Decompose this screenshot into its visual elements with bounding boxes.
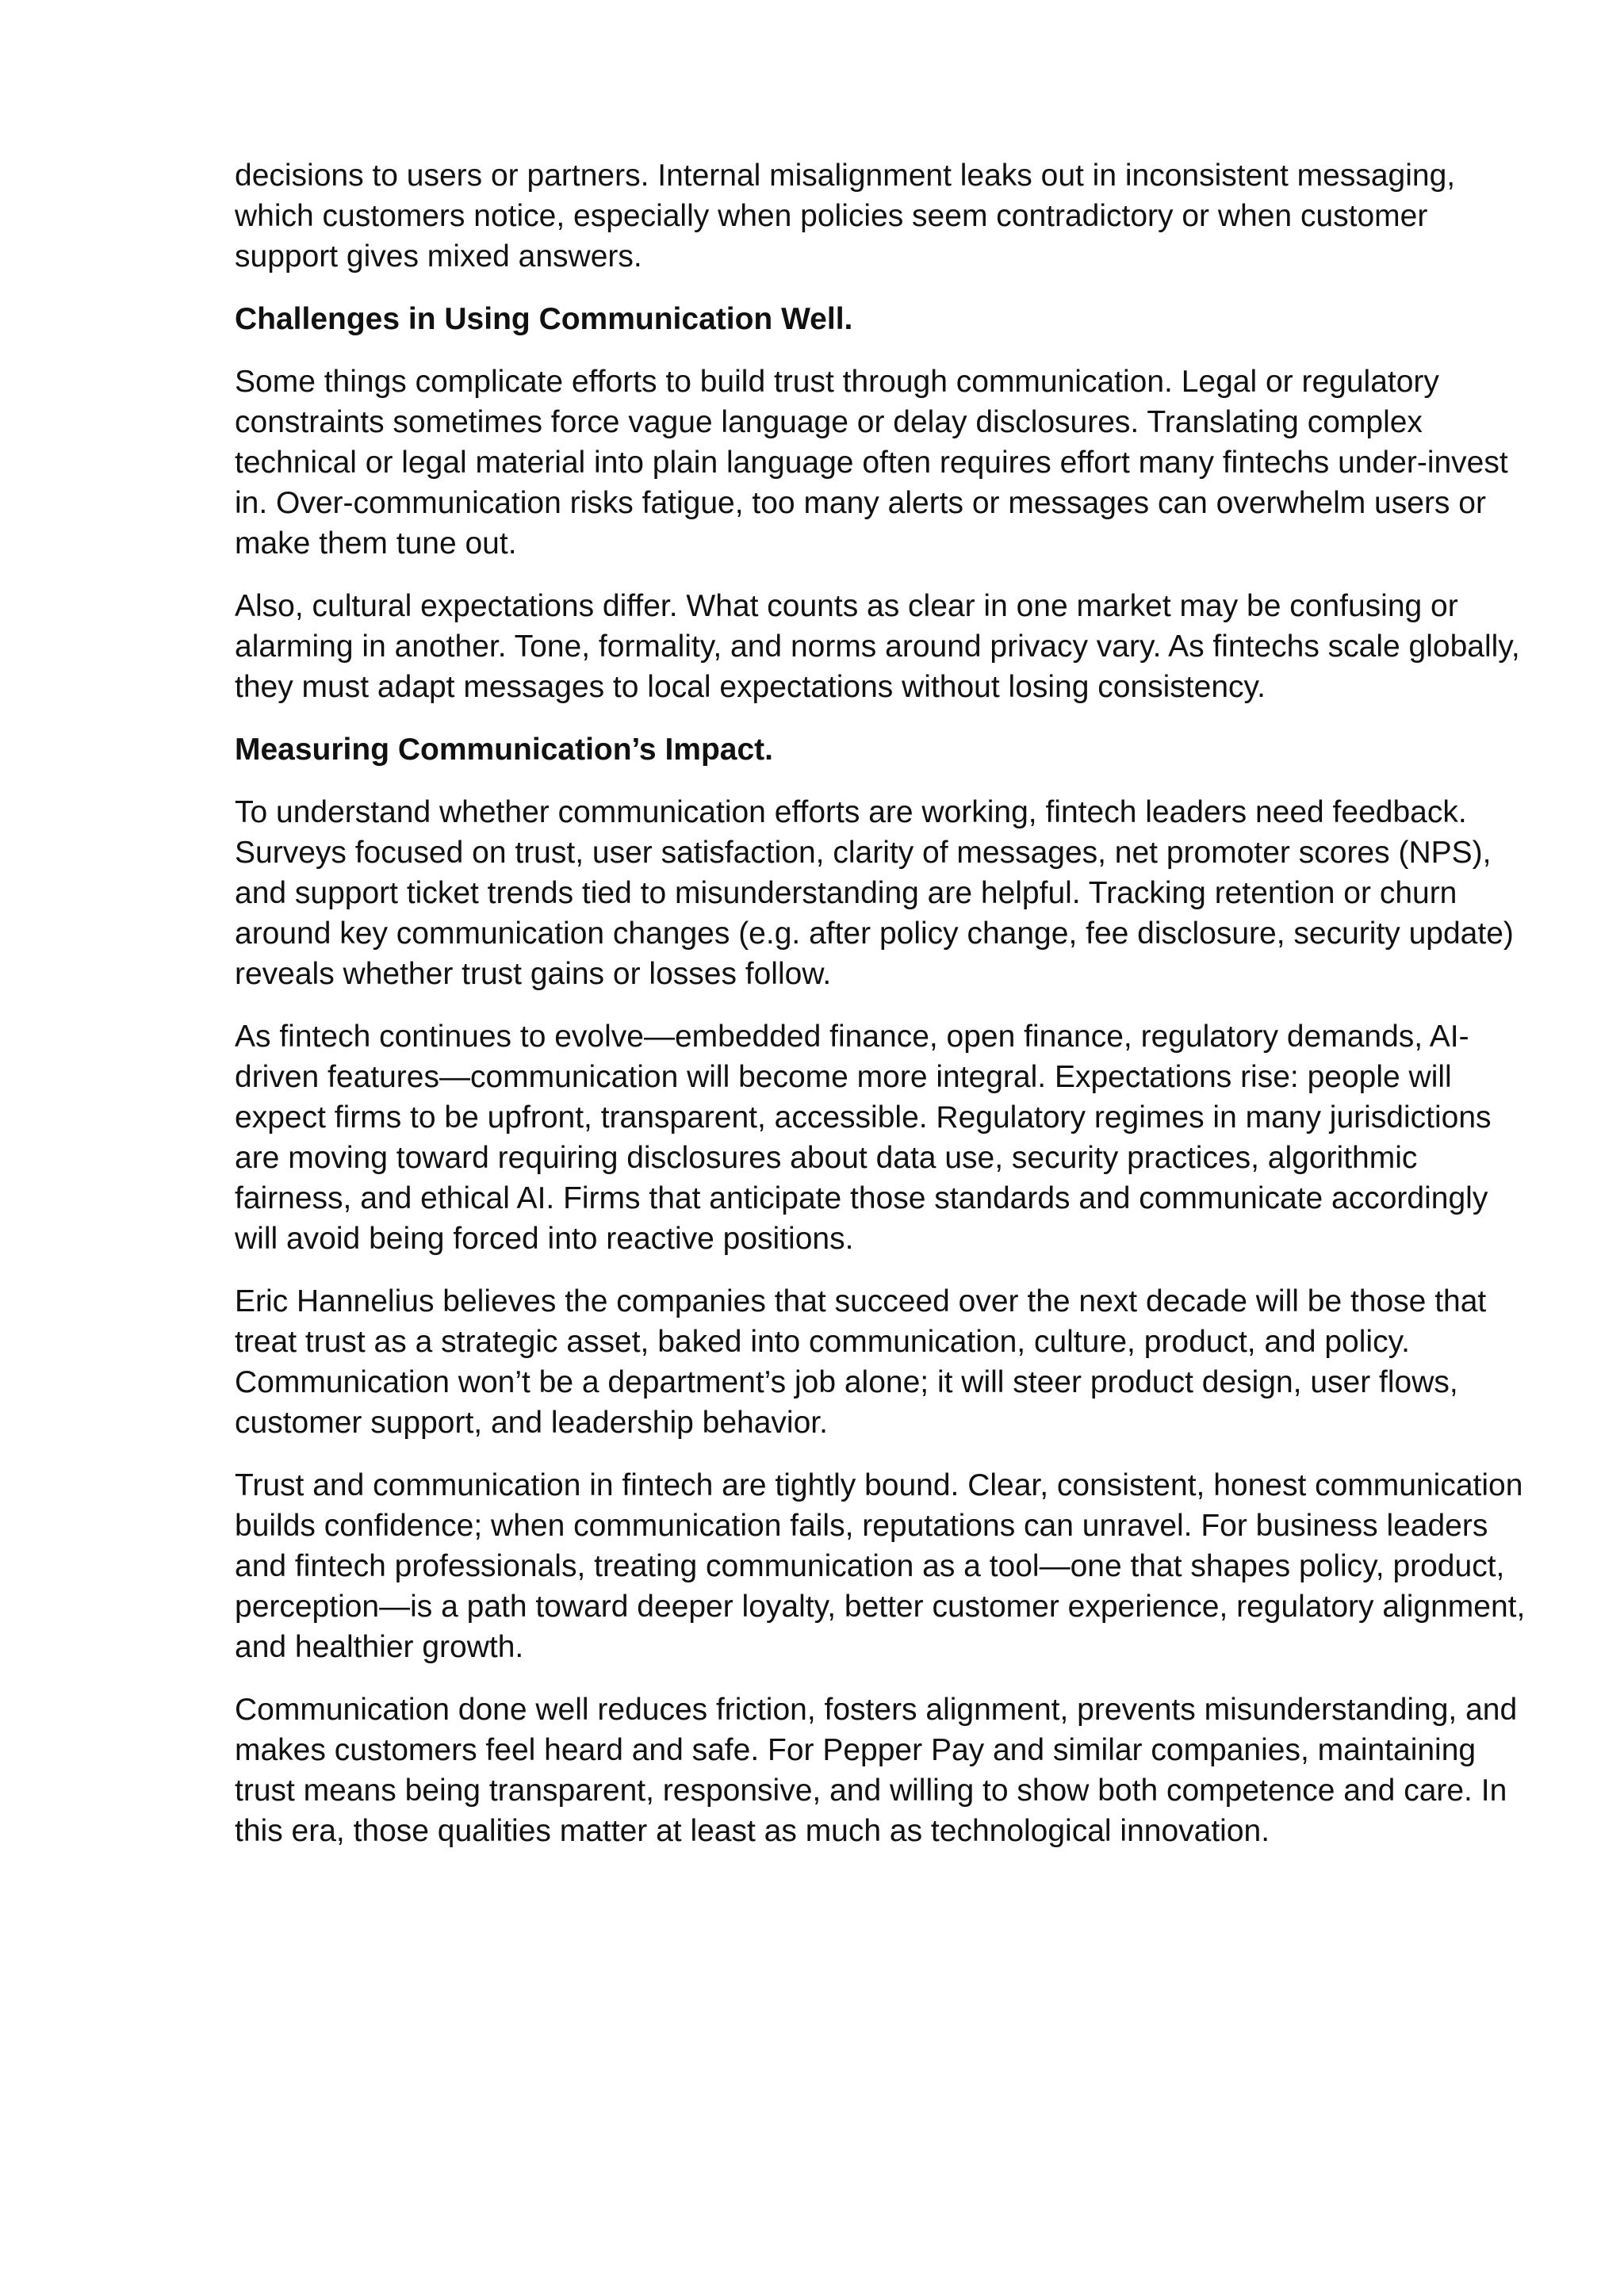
paragraph-trust-communication: Trust and communication in fintech are tightly bound. Clear, consistent, honest communication builds confidence; when communication fails, reputations can unravel. For business leaders and fintech professionals, treating communication as a tool—one that shapes policy, product, perception—is a path toward deeper loyalty, better customer experience, regulatory alignment, and healthier growth. <box>235 1468 1526 1664</box>
paragraph-conclusion: Communication done well reduces friction, fosters alignment, prevents misunderstanding, and makes customers feel heard and safe. For Pepper Pay and similar companies, maintaining trust means being transparent, responsive, and willing to show both competence and care. In this era, those qualities matter at least as much as technological innovation. <box>235 1693 1518 1848</box>
paragraph-complications: Some things complicate efforts to build trust through communication. Legal or regulatory constraints sometimes force vague language or delay disclosures. Translating complex technical or legal material into plain language often requires effort many fintechs under-invest in. Over-communication risks fatigue, too many alerts or messages can overwhelm users or make them tune out. <box>235 365 1508 561</box>
document-body <box>235 155 1539 1873</box>
paragraph-cultural-expectations: Also, cultural expectations differ. What counts as clear in one market may be confusing or alarming in another. Tone, formality, and norms around privacy vary. As fintechs scale globally, they must adapt messages to local expectations without losing consistency. <box>235 589 1520 704</box>
paragraph-feedback: To understand whether communication efforts are working, fintech leaders need feedback. Surveys focused on trust, user satisfaction, clarity of messages, net promoter scores (NPS), and support ticket trends tied to misunderstanding are helpful. Tracking retention or churn around key communication changes (e.g. after policy change, fee disclosure, security update) reveals whether trust gains or losses follow. <box>235 795 1514 991</box>
heading-challenges: Challenges in Using Communication Well. <box>235 302 853 336</box>
paragraph-eric-hannelius: Eric Hannelius believes the companies that succeed over the next decade will be those that treat trust as a strategic asset, baked into communication, culture, product, and policy. Communication won’t be a department’s job alone; it will steer product design, user flows, customer support, and leadership behavior. <box>235 1284 1487 1440</box>
paragraph-fintech-evolution: As fintech continues to evolve—embedded finance, open finance, regulatory demands, AI-driven features—communication will become more integral. Expectations rise: people will expect firms to be upfront, transparent, accessible. Regulatory regimes in many jurisdictions are moving toward requiring disclosures about data use, security practices, algorithmic fairness, and ethical AI. Firms that anticipate those standards and communicate accordingly will avoid being forced into reactive positions. <box>235 1020 1492 1256</box>
heading-measuring-impact: Measuring Communication’s Impact. <box>235 733 773 767</box>
paragraph-misalignment: decisions to users or partners. Internal misalignment leaks out in inconsistent messaging, which customers notice, especially when policies seem contradictory or when customer support gives mixed answers. <box>235 159 1456 274</box>
